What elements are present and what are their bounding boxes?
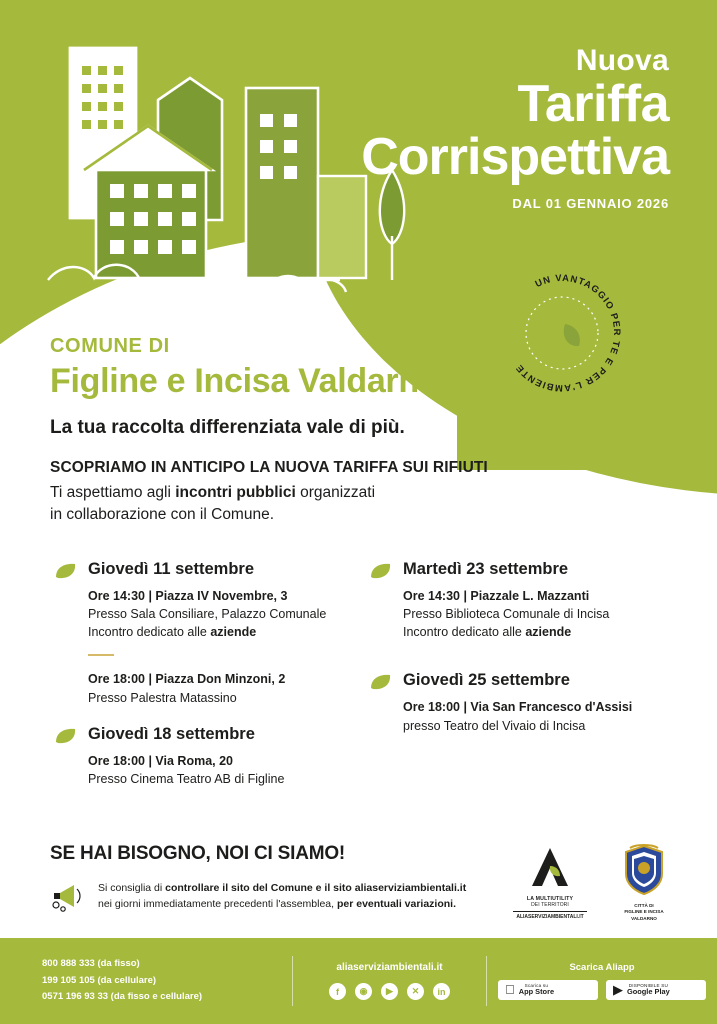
facebook-icon[interactable]: f	[329, 983, 346, 1000]
leaf-icon	[54, 727, 78, 745]
footer-phones	[0, 956, 292, 1006]
invitation-bold: incontri pubblici	[175, 484, 296, 501]
download-label: Scarica Aliapp	[569, 962, 635, 974]
comune-name: Figline e Incisa Valdarno	[50, 362, 440, 400]
main-content	[50, 335, 670, 526]
footer	[0, 938, 717, 1024]
comune-label: COMUNE DI	[50, 335, 170, 357]
event-venue: Presso Palestra Matassino	[88, 690, 237, 705]
event-note-pre: Incontro dedicato alle	[88, 625, 211, 640]
municipality-line2: FIGLINE E INCISA	[624, 909, 664, 915]
event-item	[365, 560, 680, 641]
footer-social	[293, 962, 486, 1000]
event-item	[50, 725, 365, 788]
apple-icon	[505, 983, 515, 996]
subtitle-scopriamo: SCOPRIAMO IN ANTICIPO LA NUOVA TARIFFA SUI RIFIUTI	[50, 459, 488, 476]
event-note-bold: aziende	[210, 625, 257, 640]
event-divider	[88, 654, 114, 656]
instagram-icon[interactable]: ◉	[355, 983, 372, 1000]
title-corrispettiva: Corrispettiva	[361, 128, 669, 187]
footer-apps	[487, 962, 717, 999]
leaf-icon	[369, 673, 393, 691]
municipality-logo	[613, 844, 675, 922]
event-note	[403, 623, 680, 641]
title-block	[309, 46, 669, 211]
alia-tagline-2: DEI TERRITORI	[531, 902, 569, 908]
event-venue: Presso Cinema Teatro AB di Figline	[88, 771, 285, 786]
app-store-big: App Store	[509, 987, 545, 997]
title-nuova: Nuova	[575, 44, 669, 77]
help-text	[98, 879, 466, 913]
linkedin-icon[interactable]: in	[433, 983, 450, 1000]
help-line1-bold: controllare il sito del Comune e il sito aliaserviziambientali.it	[165, 882, 467, 894]
invitation-line2: in collaborazione con il Comune.	[50, 506, 275, 523]
title-tariffa: Tariffa	[517, 75, 669, 133]
event-item	[50, 560, 365, 641]
help-title: SE HAI BISOGNO, NOI CI SIAMO!	[50, 843, 346, 864]
phone-landline: 800 888 333 (da fisso)	[42, 958, 140, 970]
event-time-place: Ore 14:30 | Piazza IV Novembre, 3	[88, 589, 288, 603]
x-icon[interactable]: ✕	[407, 983, 424, 1000]
claim-text: La tua raccolta differenziata vale di più.	[50, 417, 405, 438]
phone-both: 0571 196 93 33 (da fisso e cellulare)	[42, 991, 203, 1003]
app-store-button[interactable]	[498, 980, 598, 999]
events-section	[50, 560, 680, 792]
help-line1-pre: Si consiglia di	[98, 882, 166, 894]
invitation-pre: Ti aspettiamo agli	[50, 484, 176, 501]
invitation-text	[50, 482, 670, 526]
svg-text:UN VANTAGGIO PER TE E PER L'AM: UN VANTAGGIO PER TE E PER L'AMBIENTE	[512, 271, 624, 395]
municipality-name	[613, 903, 675, 922]
alia-logo	[513, 846, 587, 920]
help-line2-bold: per eventuali variazioni.	[336, 897, 457, 910]
alia-tagline-1: LA MULTIUTILITY	[526, 896, 574, 902]
event-date: Martedì 23 settembre	[403, 560, 569, 578]
google-play-button[interactable]	[606, 980, 706, 999]
event-time-place: Ore 18:00 | Via Roma, 20	[88, 753, 234, 768]
youtube-icon[interactable]: ▶	[381, 983, 398, 1000]
crest-icon	[622, 844, 666, 896]
phone-mobile: 199 105 105 (da cellulare)	[42, 974, 157, 986]
google-play-icon: ▶	[613, 982, 623, 998]
app-store-small: Scarica su	[514, 983, 539, 989]
event-date: Giovedì 25 settembre	[403, 671, 570, 690]
title-start-date: DAL 01 GENNAIO 2026	[512, 196, 669, 212]
event-time-place: Ore 18:00 | Via San Francesco d'Assisi	[403, 700, 633, 715]
events-column-left	[50, 560, 365, 792]
municipality-line3: VALDARNO	[631, 915, 657, 921]
events-column-right	[365, 560, 680, 792]
event-note-pre: Incontro dedicato alle	[403, 625, 526, 640]
event-note	[88, 623, 365, 641]
event-item	[365, 671, 680, 734]
event-item	[50, 670, 365, 706]
leaf-icon	[369, 562, 393, 580]
municipality-line1: CITTÀ DI	[634, 903, 654, 909]
event-date: Giovedì 11 settembre	[88, 560, 254, 578]
invitation-post: organizzati	[295, 484, 376, 501]
event-time-place: Ore 14:30 | Piazzale L. Mazzanti	[403, 589, 590, 603]
alia-mark-icon	[530, 846, 570, 888]
help-line2-pre: nei giorni immediatamente precedenti l'assemblea,	[98, 897, 337, 910]
alia-website: ALIASERVIZIAMBIENTALI.IT	[513, 911, 587, 920]
megaphone-icon	[50, 879, 90, 915]
leaf-icon	[54, 562, 78, 580]
google-play-big: Google Play	[627, 987, 670, 997]
help-section	[50, 843, 520, 915]
event-venue: presso Teatro del Vivaio di Incisa	[403, 718, 586, 733]
event-time-place: Ore 18:00 | Piazza Don Minzoni, 2	[88, 672, 286, 687]
event-venue: Presso Sala Consiliare, Palazzo Comunale	[88, 607, 327, 622]
event-date: Giovedì 18 settembre	[88, 724, 255, 743]
logos-row	[495, 838, 675, 928]
footer-website[interactable]: aliaserviziambientali.it	[336, 962, 443, 973]
event-note-bold: aziende	[525, 625, 572, 640]
google-play-small: DISPONIBILE SU	[628, 983, 669, 989]
event-venue: Presso Biblioteca Comunale di Incisa	[403, 607, 610, 622]
